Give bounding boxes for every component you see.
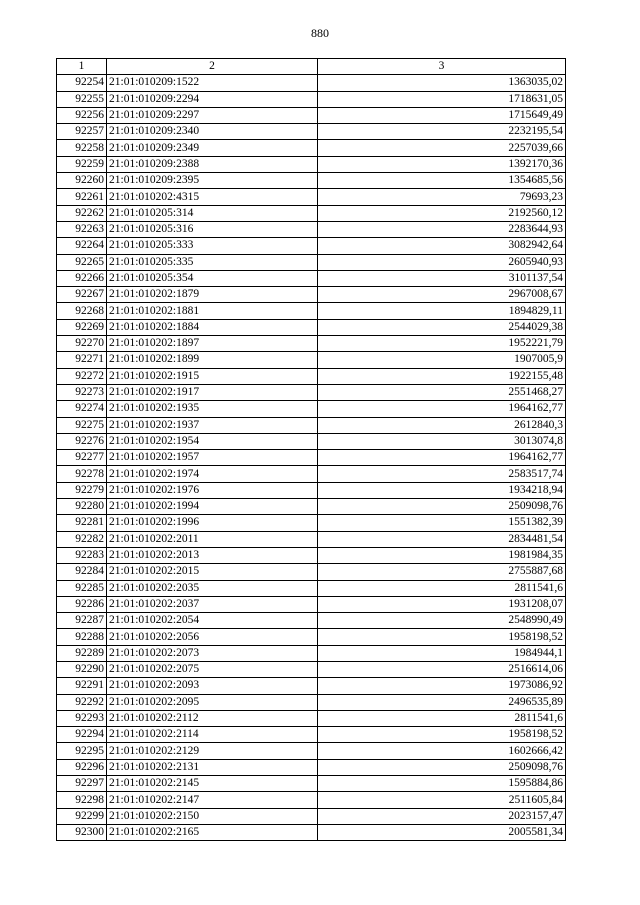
- cadastral-value-cell: 1363035,02: [318, 75, 566, 91]
- row-number-cell: 92275: [57, 417, 107, 433]
- table-row: [57, 270, 566, 286]
- row-number-cell: 92264: [57, 238, 107, 254]
- table-row: [57, 140, 566, 156]
- cadastral-number-cell: 21:01:010202:2129: [107, 743, 318, 759]
- table-row: [57, 613, 566, 629]
- table-body: [57, 75, 566, 841]
- table-row: [57, 173, 566, 189]
- row-number-cell: 92262: [57, 205, 107, 221]
- cadastral-number-cell: 21:01:010202:2075: [107, 661, 318, 677]
- cadastral-number-cell: 21:01:010202:1879: [107, 287, 318, 303]
- cadastral-number-cell: 21:01:010202:2011: [107, 531, 318, 547]
- cadastral-value-cell: 3013074,8: [318, 433, 566, 449]
- row-number-cell: 92267: [57, 287, 107, 303]
- row-number-cell: 92281: [57, 515, 107, 531]
- table-row: [57, 238, 566, 254]
- row-number-cell: 92260: [57, 173, 107, 189]
- row-number-cell: 92280: [57, 499, 107, 515]
- cadastral-value-cell: 2811541,6: [318, 580, 566, 596]
- row-number-cell: 92277: [57, 450, 107, 466]
- table-row: [57, 661, 566, 677]
- table-header: [57, 59, 566, 75]
- row-number-cell: 92259: [57, 156, 107, 172]
- row-number-cell: 92283: [57, 547, 107, 563]
- cadastral-value-cell: 2257039,66: [318, 140, 566, 156]
- cadastral-value-cell: 2516614,06: [318, 661, 566, 677]
- row-number-cell: 92300: [57, 824, 107, 840]
- cadastral-number-cell: 21:01:010202:2015: [107, 564, 318, 580]
- cadastral-number-cell: 21:01:010202:2114: [107, 727, 318, 743]
- table-row: [57, 124, 566, 140]
- cadastral-value-cell: 2496535,89: [318, 694, 566, 710]
- table-row: [57, 287, 566, 303]
- row-number-cell: 92293: [57, 710, 107, 726]
- row-number-cell: 92276: [57, 433, 107, 449]
- row-number-cell: 92292: [57, 694, 107, 710]
- row-number-cell: 92255: [57, 91, 107, 107]
- cadastral-number-cell: 21:01:010202:4315: [107, 189, 318, 205]
- cadastral-value-cell: 1551382,39: [318, 515, 566, 531]
- cadastral-number-cell: 21:01:010205:316: [107, 221, 318, 237]
- table-row: [57, 678, 566, 694]
- cadastral-value-cell: 1718631,05: [318, 91, 566, 107]
- cadastral-value-cell: 2192560,12: [318, 205, 566, 221]
- cadastral-value-cell: 1973086,92: [318, 678, 566, 694]
- cadastral-number-cell: 21:01:010202:1996: [107, 515, 318, 531]
- row-number-cell: 92284: [57, 564, 107, 580]
- cadastral-number-cell: 21:01:010209:2388: [107, 156, 318, 172]
- cadastral-number-cell: 21:01:010202:1957: [107, 450, 318, 466]
- cadastral-number-cell: 21:01:010202:1974: [107, 466, 318, 482]
- table-row: [57, 482, 566, 498]
- cadastral-number-cell: 21:01:010205:314: [107, 205, 318, 221]
- table-row: [57, 107, 566, 123]
- cadastral-value-cell: 2005581,34: [318, 824, 566, 840]
- cadastral-number-cell: 21:01:010202:2165: [107, 824, 318, 840]
- cadastral-number-cell: 21:01:010202:1897: [107, 336, 318, 352]
- row-number-cell: 92287: [57, 613, 107, 629]
- cadastral-value-cell: 1595884,86: [318, 776, 566, 792]
- row-number-cell: 92272: [57, 368, 107, 384]
- cadastral-value-cell: 1894829,11: [318, 303, 566, 319]
- table-row: [57, 368, 566, 384]
- table-row: [57, 499, 566, 515]
- cadastral-value-cell: 2232195,54: [318, 124, 566, 140]
- row-number-cell: 92256: [57, 107, 107, 123]
- row-number-cell: 92290: [57, 661, 107, 677]
- row-number-cell: 92254: [57, 75, 107, 91]
- cadastral-value-cell: 1984944,1: [318, 645, 566, 661]
- header-col-2: 2: [107, 59, 318, 75]
- cadastral-value-cell: 2548990,49: [318, 613, 566, 629]
- table-row: [57, 564, 566, 580]
- table-row: [57, 417, 566, 433]
- table-row: [57, 694, 566, 710]
- table-row: [57, 580, 566, 596]
- cadastral-value-cell: 1931208,07: [318, 596, 566, 612]
- cadastral-value-cell: 2509098,76: [318, 759, 566, 775]
- cadastral-value-cell: 2811541,6: [318, 710, 566, 726]
- cadastral-value-cell: 2511605,84: [318, 792, 566, 808]
- cadastral-value-cell: 1981984,35: [318, 547, 566, 563]
- table-row: [57, 91, 566, 107]
- cadastral-number-cell: 21:01:010209:2349: [107, 140, 318, 156]
- cadastral-value-cell: 1392170,36: [318, 156, 566, 172]
- row-number-cell: 92257: [57, 124, 107, 140]
- cadastral-value-cell: 2544029,38: [318, 319, 566, 335]
- cadastral-value-cell: 1602666,42: [318, 743, 566, 759]
- table-row: [57, 205, 566, 221]
- row-number-cell: 92263: [57, 221, 107, 237]
- cadastral-number-cell: 21:01:010209:1522: [107, 75, 318, 91]
- cadastral-value-cell: 2023157,47: [318, 808, 566, 824]
- cadastral-value-cell: 1964162,77: [318, 450, 566, 466]
- cadastral-value-cell: 2605940,93: [318, 254, 566, 270]
- cadastral-number-cell: 21:01:010202:1915: [107, 368, 318, 384]
- table-row: [57, 547, 566, 563]
- table-row: [57, 824, 566, 840]
- cadastral-value-cell: 1715649,49: [318, 107, 566, 123]
- cadastral-number-cell: 21:01:010205:335: [107, 254, 318, 270]
- cadastral-value-cell: 1958198,52: [318, 727, 566, 743]
- cadastral-number-cell: 21:01:010202:1899: [107, 352, 318, 368]
- cadastral-number-cell: 21:01:010202:2112: [107, 710, 318, 726]
- row-number-cell: 92274: [57, 401, 107, 417]
- table-row: [57, 727, 566, 743]
- row-number-cell: 92258: [57, 140, 107, 156]
- cadastral-number-cell: 21:01:010202:1884: [107, 319, 318, 335]
- cadastral-number-cell: 21:01:010202:2147: [107, 792, 318, 808]
- cadastral-value-cell: 2509098,76: [318, 499, 566, 515]
- row-number-cell: 92294: [57, 727, 107, 743]
- cadastral-value-cell: 3101137,54: [318, 270, 566, 286]
- table-row: [57, 645, 566, 661]
- row-number-cell: 92295: [57, 743, 107, 759]
- row-number-cell: 92289: [57, 645, 107, 661]
- cadastral-value-cell: 1952221,79: [318, 336, 566, 352]
- row-number-cell: 92261: [57, 189, 107, 205]
- table-row: [57, 189, 566, 205]
- table-row: [57, 384, 566, 400]
- row-number-cell: 92298: [57, 792, 107, 808]
- cadastral-number-cell: 21:01:010209:2340: [107, 124, 318, 140]
- cadastral-number-cell: 21:01:010202:2054: [107, 613, 318, 629]
- row-number-cell: 92271: [57, 352, 107, 368]
- row-number-cell: 92282: [57, 531, 107, 547]
- row-number-cell: 92278: [57, 466, 107, 482]
- table-row: [57, 792, 566, 808]
- cadastral-number-cell: 21:01:010202:1917: [107, 384, 318, 400]
- row-number-cell: 92299: [57, 808, 107, 824]
- row-number-cell: 92279: [57, 482, 107, 498]
- cadastral-number-cell: 21:01:010202:2093: [107, 678, 318, 694]
- cadastral-value-cell: 1907005,9: [318, 352, 566, 368]
- cadastral-number-cell: 21:01:010202:1976: [107, 482, 318, 498]
- table-row: [57, 808, 566, 824]
- table-row: [57, 75, 566, 91]
- cadastral-value-cell: 2283644,93: [318, 221, 566, 237]
- table-row: [57, 450, 566, 466]
- cadastral-value-cell: 2612840,3: [318, 417, 566, 433]
- cadastral-value-cell: 1922155,48: [318, 368, 566, 384]
- cadastral-number-cell: 21:01:010205:333: [107, 238, 318, 254]
- cadastral-value-cell: 2755887,68: [318, 564, 566, 580]
- table-row: [57, 303, 566, 319]
- row-number-cell: 92285: [57, 580, 107, 596]
- table-row: [57, 759, 566, 775]
- row-number-cell: 92273: [57, 384, 107, 400]
- table-row: [57, 221, 566, 237]
- table-row: [57, 401, 566, 417]
- cadastral-number-cell: 21:01:010202:2095: [107, 694, 318, 710]
- cadastral-number-cell: 21:01:010209:2297: [107, 107, 318, 123]
- cadastral-value-cell: 2551468,27: [318, 384, 566, 400]
- cadastral-number-cell: 21:01:010209:2294: [107, 91, 318, 107]
- row-number-cell: 92297: [57, 776, 107, 792]
- cadastral-number-cell: 21:01:010202:2145: [107, 776, 318, 792]
- row-number-cell: 92268: [57, 303, 107, 319]
- table-row: [57, 433, 566, 449]
- table-row: [57, 515, 566, 531]
- row-number-cell: 92286: [57, 596, 107, 612]
- cadastral-value-cell: 3082942,64: [318, 238, 566, 254]
- cadastral-value-cell: 2583517,74: [318, 466, 566, 482]
- table-row: [57, 596, 566, 612]
- row-number-cell: 92288: [57, 629, 107, 645]
- cadastral-number-cell: 21:01:010205:354: [107, 270, 318, 286]
- header-col-1: 1: [57, 59, 107, 75]
- cadastral-value-cell: 1964162,77: [318, 401, 566, 417]
- header-row: [57, 59, 566, 75]
- cadastral-value-table: [56, 58, 566, 841]
- cadastral-value-cell: 1934218,94: [318, 482, 566, 498]
- row-number-cell: 92270: [57, 336, 107, 352]
- table-row: [57, 466, 566, 482]
- page-number: 880: [311, 26, 329, 40]
- cadastral-value-cell: 79693,23: [318, 189, 566, 205]
- cadastral-number-cell: 21:01:010202:1935: [107, 401, 318, 417]
- table-row: [57, 776, 566, 792]
- table-row: [57, 743, 566, 759]
- cadastral-number-cell: 21:01:010202:2056: [107, 629, 318, 645]
- cadastral-number-cell: 21:01:010202:2073: [107, 645, 318, 661]
- table-row: [57, 254, 566, 270]
- cadastral-value-cell: 1354685,56: [318, 173, 566, 189]
- table-row: [57, 156, 566, 172]
- cadastral-number-cell: 21:01:010202:2035: [107, 580, 318, 596]
- cadastral-value-cell: 1958198,52: [318, 629, 566, 645]
- cadastral-value-cell: 2834481,54: [318, 531, 566, 547]
- table-row: [57, 710, 566, 726]
- cadastral-number-cell: 21:01:010202:2131: [107, 759, 318, 775]
- table-row: [57, 531, 566, 547]
- row-number-cell: 92296: [57, 759, 107, 775]
- cadastral-number-cell: 21:01:010209:2395: [107, 173, 318, 189]
- cadastral-number-cell: 21:01:010202:1994: [107, 499, 318, 515]
- cadastral-number-cell: 21:01:010202:2013: [107, 547, 318, 563]
- cadastral-number-cell: 21:01:010202:1937: [107, 417, 318, 433]
- row-number-cell: 92291: [57, 678, 107, 694]
- cadastral-number-cell: 21:01:010202:2037: [107, 596, 318, 612]
- table-row: [57, 336, 566, 352]
- cadastral-number-cell: 21:01:010202:1954: [107, 433, 318, 449]
- row-number-cell: 92265: [57, 254, 107, 270]
- row-number-cell: 92266: [57, 270, 107, 286]
- table-row: [57, 352, 566, 368]
- cadastral-value-cell: 2967008,67: [318, 287, 566, 303]
- cadastral-number-cell: 21:01:010202:2150: [107, 808, 318, 824]
- row-number-cell: 92269: [57, 319, 107, 335]
- table-row: [57, 319, 566, 335]
- cadastral-number-cell: 21:01:010202:1881: [107, 303, 318, 319]
- table-row: [57, 629, 566, 645]
- header-col-3: 3: [318, 59, 566, 75]
